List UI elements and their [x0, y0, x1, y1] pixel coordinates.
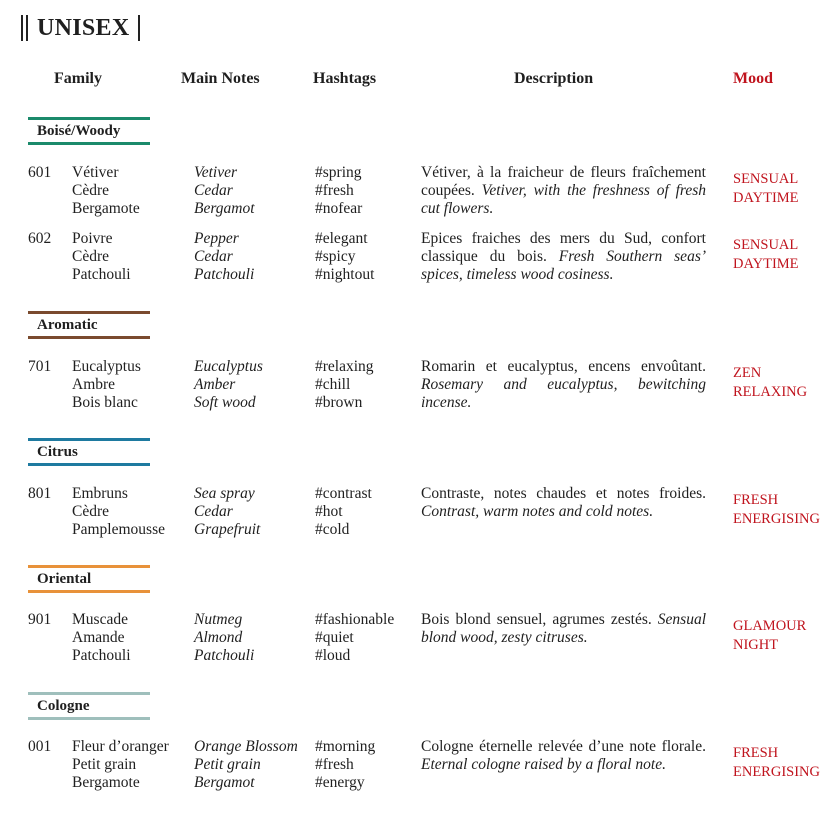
fragrance-number: 701	[28, 358, 52, 375]
family-name: Aromatic	[37, 317, 98, 333]
fragrance-number: 801	[28, 485, 52, 502]
description	[421, 358, 706, 412]
family-line-top	[28, 692, 150, 695]
main-notes: Eucalyptus Amber Soft wood	[194, 358, 263, 411]
fragrance-family-notes: Embruns Cèdre Pamplemousse	[72, 485, 165, 538]
page-title-text: UNISEX	[37, 14, 130, 41]
description	[421, 230, 706, 284]
family-line-bottom	[28, 463, 150, 466]
family-label-citrus	[28, 438, 150, 466]
header-mood: Mood	[733, 70, 773, 87]
description-fr: Contraste, notes chaudes et notes froides.	[421, 485, 706, 502]
main-notes: Orange Blossom Petit grain Bergamot	[194, 738, 298, 791]
fragrance-number: 601	[28, 164, 52, 181]
hashtags: #relaxing #chill #brown	[315, 358, 374, 411]
header-main-notes: Main Notes	[181, 70, 260, 87]
family-label-oriental	[28, 565, 150, 593]
fragrance-number: 901	[28, 611, 52, 628]
description	[421, 738, 706, 774]
header-hashtags: Hashtags	[313, 70, 377, 87]
fragrance-family-notes: Muscade Amande Patchouli	[72, 611, 131, 664]
main-notes: Nutmeg Almond Patchouli	[194, 611, 255, 664]
description-en: Eternal cologne raised by a floral note.	[421, 756, 666, 773]
description-fr: Epices fraiches des mers du Sud, confort classique du bois.	[421, 230, 706, 265]
mood: FRESH ENERGISING	[733, 745, 820, 780]
hashtags: #spring #fresh #nofear	[315, 164, 363, 217]
fragrance-family-notes: Eucalyptus Ambre Bois blanc	[72, 358, 141, 411]
fragrance-family-notes: Poivre Cèdre Patchouli	[72, 230, 131, 283]
description-fr: Bois blond sensuel, agrumes zestés.	[421, 611, 652, 628]
family-line-top	[28, 311, 150, 314]
mood: SENSUAL DAYTIME	[733, 171, 799, 206]
hashtags: #contrast #hot #cold	[315, 485, 372, 538]
description-fr: Cologne éternelle relevée d’une note florale.	[421, 738, 706, 755]
fragrance-family-notes: Fleur d’oranger Petit grain Bergamote	[72, 738, 169, 791]
page-title	[21, 14, 140, 42]
description-en: Vetiver, with the freshness of fresh cut flowers.	[421, 182, 706, 217]
description-en: Sensual blond wood, zesty citruses.	[421, 611, 706, 646]
title-bars-left	[21, 15, 28, 41]
family-line-bottom	[28, 717, 150, 720]
hashtags: #morning #fresh #energy	[315, 738, 376, 791]
description-fr: Vétiver, à la fraicheur de fleurs fraîchement coupées.	[421, 164, 706, 199]
main-notes: Sea spray Cedar Grapefruit	[194, 485, 261, 538]
mood: FRESH ENERGISING	[733, 492, 820, 527]
family-line-top	[28, 117, 150, 120]
hashtags: #elegant #spicy #nightout	[315, 230, 375, 283]
hashtags: #fashionable #quiet #loud	[315, 611, 395, 664]
fragrance-number: 602	[28, 230, 52, 247]
description-en: Rosemary and eucalyptus, bewitching incense.	[421, 376, 706, 411]
family-name: Oriental	[37, 571, 92, 587]
description-en: Contrast, warm notes and cold notes.	[421, 503, 654, 520]
header-family: Family	[54, 70, 102, 87]
family-label-aromatic	[28, 311, 150, 339]
description-fr: Romarin et eucalyptus, encens envoûtant.	[421, 358, 706, 375]
mood: SENSUAL DAYTIME	[733, 237, 799, 272]
family-name: Cologne	[37, 698, 90, 714]
description	[421, 611, 706, 647]
family-name: Citrus	[37, 444, 78, 460]
family-name: Boisé/Woody	[37, 123, 121, 139]
family-label-woody	[28, 117, 150, 145]
mood: ZEN RELAXING	[733, 365, 808, 400]
family-line-top	[28, 438, 150, 441]
family-line-top	[28, 565, 150, 568]
family-line-bottom	[28, 590, 150, 593]
family-line-bottom	[28, 142, 150, 145]
mood: GLAMOUR NIGHT	[733, 618, 807, 653]
main-notes: Vetiver Cedar Bergamot	[194, 164, 255, 217]
fragrance-number: 001	[28, 738, 52, 755]
main-notes: Pepper Cedar Patchouli	[194, 230, 255, 283]
family-line-bottom	[28, 336, 150, 339]
header-description: Description	[514, 70, 594, 87]
title-bar-right	[138, 15, 140, 41]
description-en: Fresh Southern seas’ spices, timeless wood cosiness.	[421, 248, 707, 283]
description	[421, 485, 706, 521]
family-label-cologne	[28, 692, 150, 720]
fragrance-family-notes: Vétiver Cèdre Bergamote	[72, 164, 140, 217]
description	[421, 164, 706, 218]
